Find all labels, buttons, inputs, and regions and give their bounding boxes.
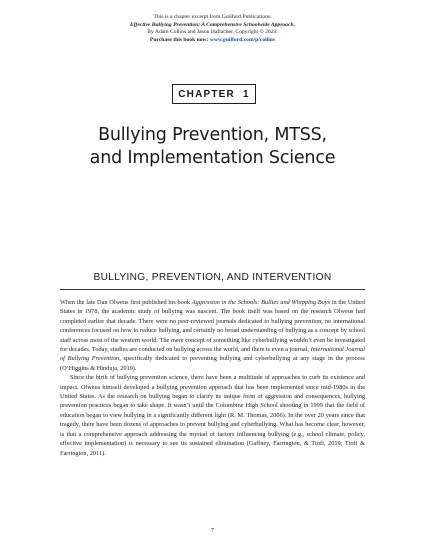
body-text — [60, 298, 365, 458]
book-title-italic: Aggression in the Schools: Bullies and Whipping Boys — [191, 299, 331, 306]
notice-line-excerpt: This is a chapter excerpt from Guilford Publications. — [153, 14, 272, 20]
paragraph-1-text-b: in the United States in 1978, the academic study of bullying was nascent. The book itself was based on the research Olweus had completed earlier that decade. There were no peer-reviewed journals dedicated to bullying prevention, no international conferences focused on how to reduce bullying, and certainly no broad understanding of bullying as a concept by school staff across most of the western world. The mere concept of something like cyberbullying wouldn’t even be investigated for decades. Today, studies are conducted on bullying across the world, and there is even a journal, — [60, 299, 365, 354]
section-divider — [60, 289, 365, 290]
page-number: 7 — [210, 527, 215, 534]
journal-title-italic: International Journal of Bullying Prevention — [60, 346, 365, 363]
chapter-label-box — [172, 84, 256, 104]
paragraph-2: Since the birth of bullying prevention science, there have been a multitude of approaches to curb its existence and impact. Olweus himself developed a bullying prevention approach that has been implemented since mid-1980s in the United States. As the research on bullying began to clarify its unique form of aggression and consequences, bullying prevention practices began to take shape. It wasn’t until the Columbine High School shooting in 1999 that the field of education began to view bullying in a significantly different light (R. M. Thomas, 2006). In the over 20 years since that tragedy, there have been dozens of approaches to prevent bullying and cyberbullying. What has become clear, however, is that a comprehensive approach addressing the myriad of factors influencing bullying (e.g., school climate, policy, effective implementation) is necessary to see its sustained elimination (Gaffney, Farrington, & Ttofi, 2019; Ttofi & Farrington, 2011). — [60, 374, 365, 457]
paragraph-1-text-c: , specifically dedicated to preventing bullying and cyberbullying at any stage in the process (O’Higgins & Hinduja, 2019). — [60, 355, 365, 372]
purchase-label: Purchase this book now: — [149, 36, 209, 43]
section-heading: BULLYING, PREVENTION, AND INTERVENTION — [93, 272, 332, 283]
chapter-title-line-1: Bullying Prevention, MTSS, — [98, 125, 327, 145]
chapter-title-line-2: and Implementation Science — [89, 148, 336, 168]
chapter-word: CHAPTER — [178, 88, 235, 100]
chapter-number: 1 — [242, 88, 250, 100]
notice-line-purchase — [0, 37, 425, 45]
paragraph-1 — [60, 298, 365, 373]
purchase-link[interactable]: www.guilford.com/p/collins — [209, 36, 276, 43]
notice-line-book-title: Effective Bullying Prevention: A Comprehensive Schoolwide Approach. — [130, 21, 295, 28]
chapter-label — [178, 89, 250, 100]
paragraph-1-text-a: When the late Dan Olweus first published his book — [60, 299, 192, 306]
notice-line-authors: By Adam Collins and Jason Haflacher. Copyright © 2023. — [147, 29, 278, 36]
chapter-title — [0, 124, 425, 170]
publisher-notice — [0, 14, 425, 44]
